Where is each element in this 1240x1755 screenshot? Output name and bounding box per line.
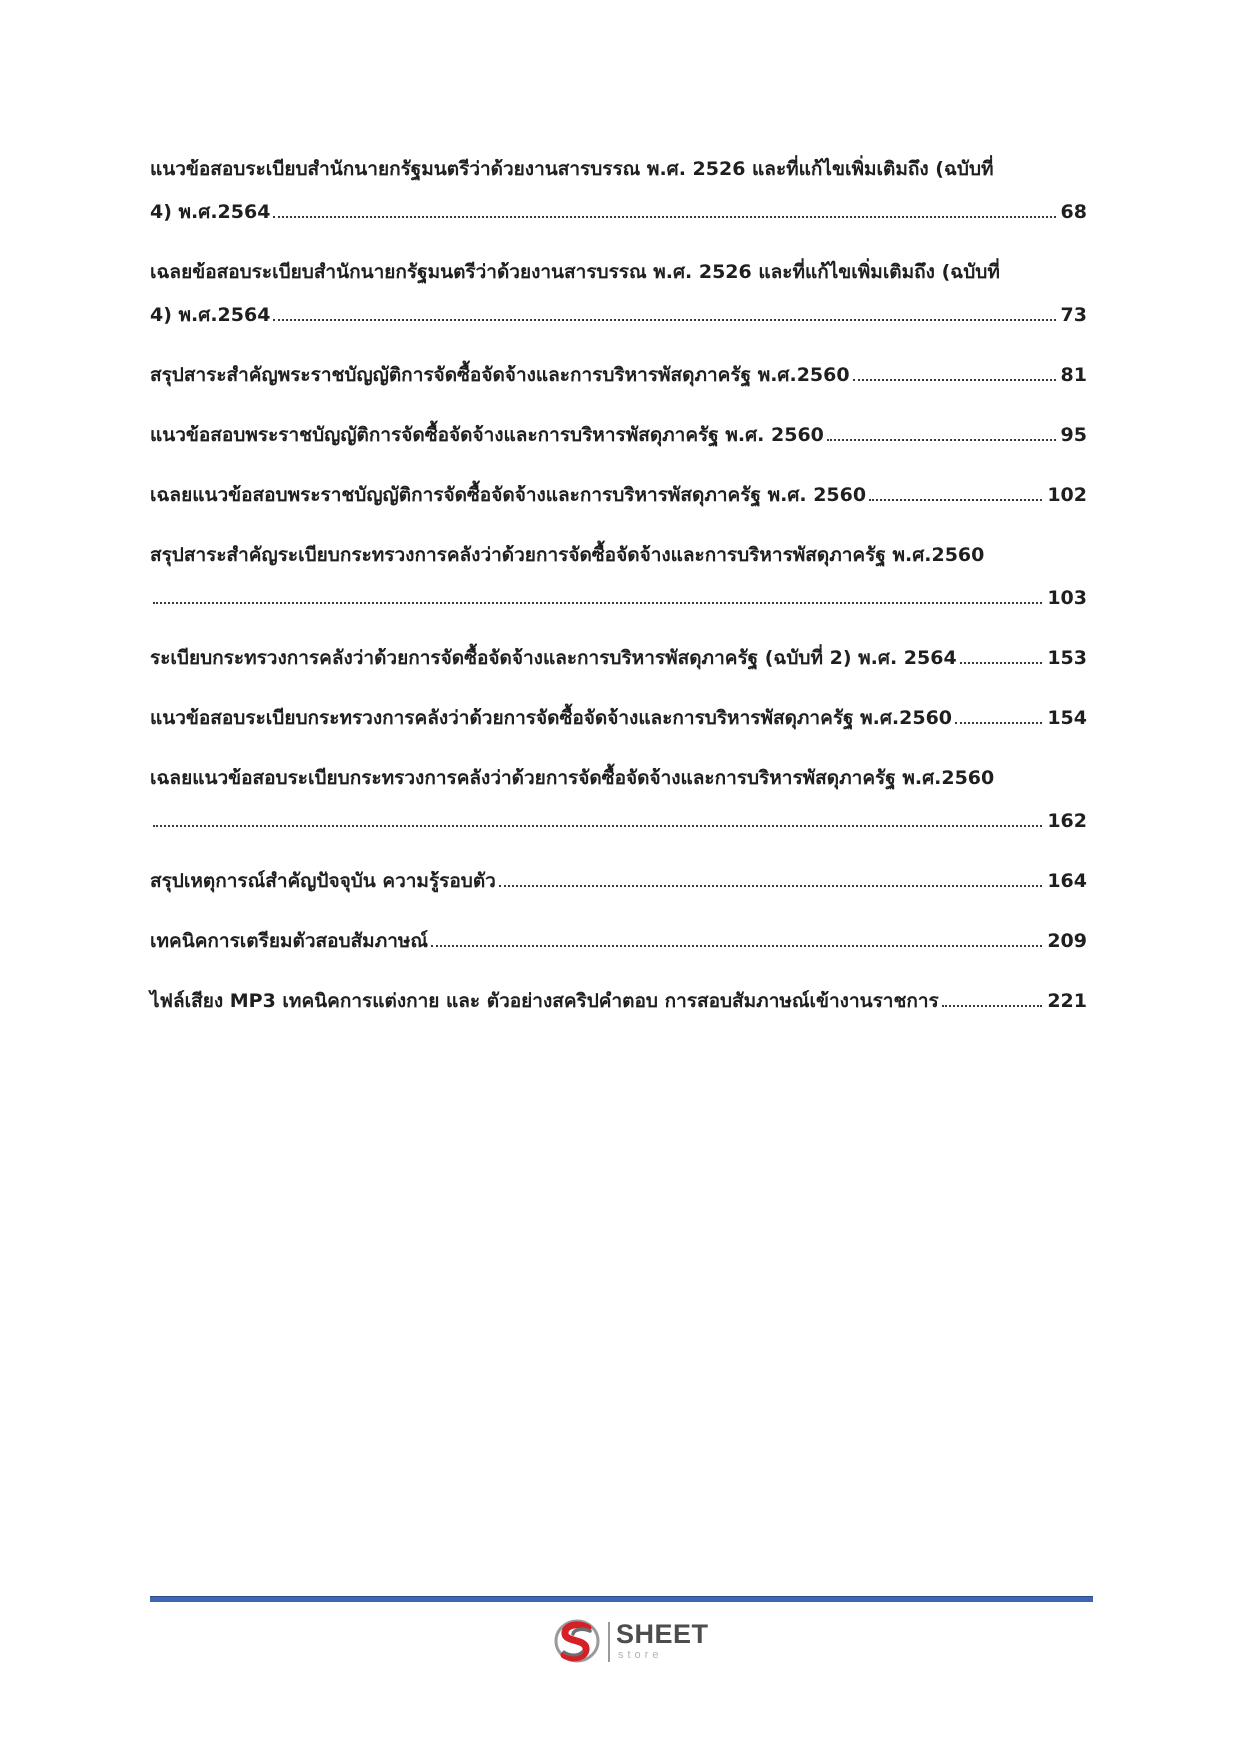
- toc-entry-title-line: เฉลยข้อสอบระเบียบสำนักนายกรัฐมนตรีว่าด้วยงานสารบรรณ พ.ศ. 2526 และที่แก้ไขเพิ่มเติมถึง (ฉบับที่: [150, 261, 1000, 283]
- toc-entry-row: [150, 414, 1087, 457]
- toc-entry: [150, 697, 1087, 740]
- toc-entry: [150, 637, 1087, 680]
- toc-entry-title-line: 4) พ.ศ.2564: [150, 304, 271, 326]
- page-number: 102: [1047, 484, 1087, 506]
- toc-entry-title: แนวข้อสอบพระราชบัญญัติการจัดซื้อจัดจ้างและการบริหารพัสดุภาครัฐ พ.ศ. 2560: [150, 424, 824, 446]
- page-number: 95: [1060, 424, 1087, 446]
- dot-leader: [499, 885, 1042, 887]
- toc-entry-title: เฉลยแนวข้อสอบพระราชบัญญัติการจัดซื้อจัดจ้างและการบริหารพัสดุภาครัฐ พ.ศ. 2560: [150, 484, 867, 506]
- toc-entry-title: สรุปเหตุการณ์สำคัญปัจจุบัน ความรู้รอบตัว: [150, 870, 496, 892]
- toc-entry: [150, 980, 1087, 1023]
- toc-entry-title: ระเบียบกระทรวงการคลังว่าด้วยการจัดซื้อจัดจ้างและการบริหารพัสดุภาครัฐ (ฉบับที่ 2) พ.ศ. 2564: [150, 647, 957, 669]
- logo-brand-text: SHEET: [616, 1619, 709, 1649]
- toc-entry-row: [150, 637, 1087, 680]
- toc-entry-row: [150, 294, 1087, 337]
- page-number: 68: [1060, 201, 1087, 223]
- toc-entry: [150, 920, 1087, 963]
- page-number: 154: [1047, 707, 1087, 729]
- dot-leader: [853, 379, 1056, 381]
- dot-leader: [431, 945, 1042, 947]
- logo-sub-text: store: [618, 1649, 663, 1661]
- page-number: 103: [1047, 587, 1087, 609]
- toc-entry-row: [150, 191, 1087, 234]
- toc-entry-row: [150, 860, 1087, 903]
- toc-entry: [150, 251, 1087, 337]
- footer-logo: [552, 1616, 722, 1668]
- toc-entry-title: แนวข้อสอบระเบียบกระทรวงการคลังว่าด้วยการจัดซื้อจัดจ้างและการบริหารพัสดุภาครัฐ พ.ศ.2560: [150, 707, 953, 729]
- page-number: 162: [1047, 810, 1087, 832]
- page-number: 153: [1047, 647, 1087, 669]
- toc-entry-title-line: แนวข้อสอบระเบียบสำนักนายกรัฐมนตรีว่าด้วยงานสารบรรณ พ.ศ. 2526 และที่แก้ไขเพิ่มเติมถึง (ฉบับที่: [150, 158, 994, 180]
- dot-leader: [153, 602, 1042, 604]
- toc-entry-row: [150, 354, 1087, 397]
- page-number: 73: [1060, 304, 1087, 326]
- footer-rule: [150, 1596, 1093, 1602]
- page-number: 81: [1060, 364, 1087, 386]
- dot-leader: [960, 662, 1043, 664]
- toc-entry: [150, 860, 1087, 903]
- toc-entry: [150, 534, 1087, 620]
- page-number: 221: [1047, 990, 1087, 1012]
- toc-entry: [150, 474, 1087, 517]
- toc-entry-title: สรุปสาระสำคัญพระราชบัญญัติการจัดซื้อจัดจ้างและการบริหารพัสดุภาครัฐ พ.ศ.2560: [150, 364, 850, 386]
- toc-entry: [150, 354, 1087, 397]
- dot-leader: [942, 1005, 1043, 1007]
- dot-leader: [273, 319, 1055, 321]
- toc-entry-row: [150, 697, 1087, 740]
- dot-leader: [869, 499, 1042, 501]
- sheet-store-s-logo-icon: [552, 1616, 602, 1666]
- toc-entry-row: [150, 920, 1087, 963]
- toc-entry-title-line: เฉลยแนวข้อสอบระเบียบกระทรวงการคลังว่าด้วยการจัดซื้อจัดจ้างและการบริหารพัสดุภาครัฐ พ.ศ.2560: [150, 767, 995, 789]
- toc-entry-row: [150, 980, 1087, 1023]
- toc-entry-title: ไฟล์เสียง MP3 เทคนิคการแต่งกาย และ ตัวอย่างสคริปคำตอบ การสอบสัมภาษณ์เข้างานราชการ: [150, 990, 939, 1012]
- toc-entry-title: เทคนิคการเตรียมตัวสอบสัมภาษณ์: [150, 930, 429, 952]
- page-number: 164: [1047, 870, 1087, 892]
- toc-entry: [150, 414, 1087, 457]
- toc-entry-title-line: สรุปสาระสำคัญระเบียบกระทรวงการคลังว่าด้วยการจัดซื้อจัดจ้างและการบริหารพัสดุภาครัฐ พ.ศ.2560: [150, 544, 985, 566]
- toc-entry-row: [150, 577, 1087, 620]
- table-of-contents: [150, 148, 1087, 1040]
- dot-leader: [273, 216, 1055, 218]
- toc-entry-row: [150, 474, 1087, 517]
- dot-leader: [827, 439, 1056, 441]
- toc-entry: [150, 148, 1087, 234]
- logo-divider: [608, 1622, 610, 1662]
- page-number: 209: [1047, 930, 1087, 952]
- toc-entry: [150, 757, 1087, 843]
- dot-leader: [153, 825, 1042, 827]
- toc-entry-title-line: 4) พ.ศ.2564: [150, 201, 271, 223]
- toc-entry-row: [150, 800, 1087, 843]
- dot-leader: [955, 722, 1042, 724]
